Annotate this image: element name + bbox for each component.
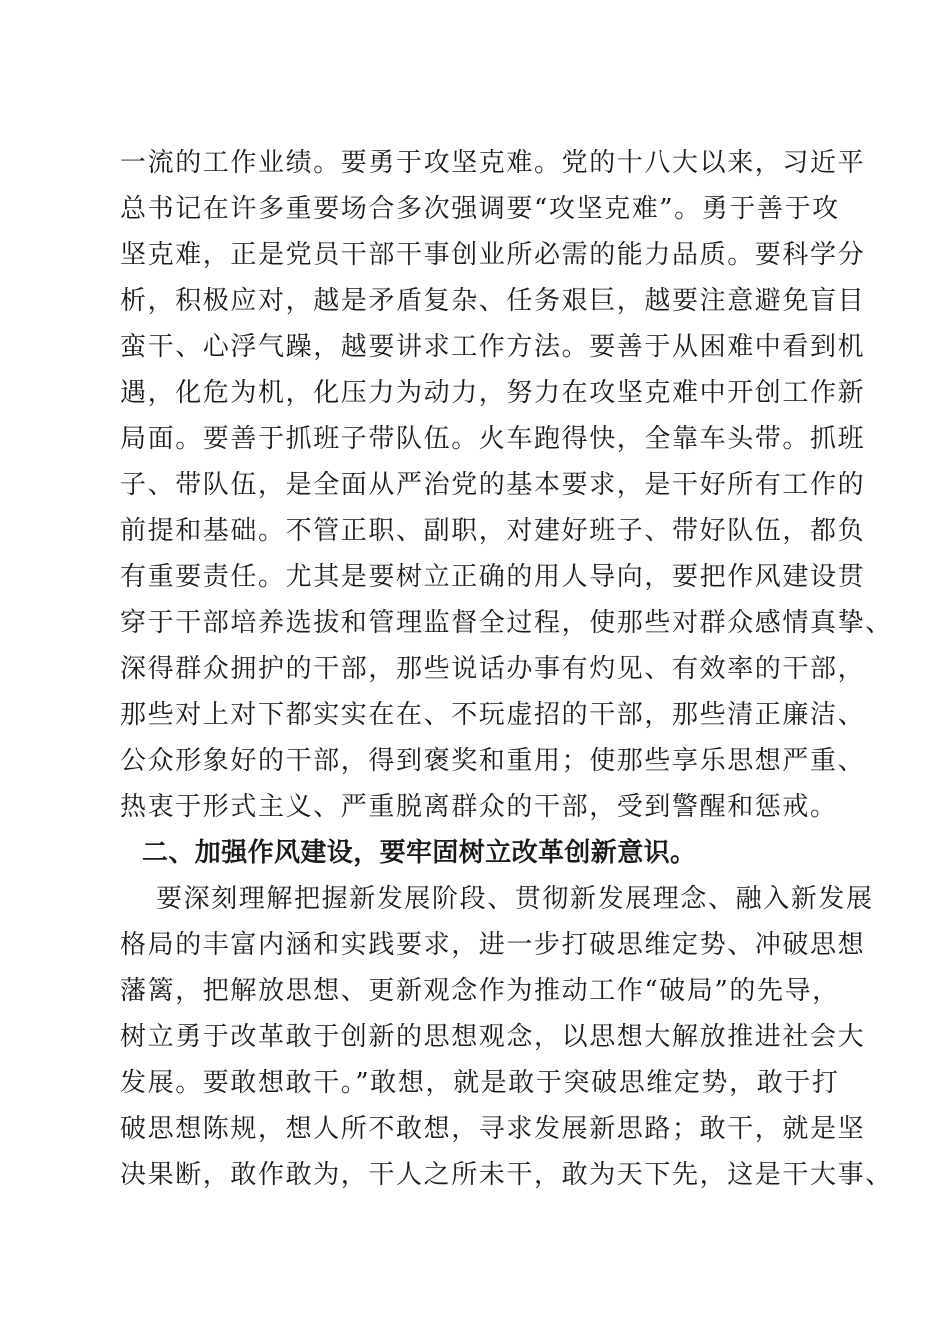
paragraph-line: 深得群众拥护的干部，那些说话办事有灼见、有效率的干部， bbox=[120, 654, 866, 684]
paragraph-line: 公众形象好的干部，得到褒奖和重用；使那些享乐思想严重、 bbox=[120, 746, 866, 776]
paragraph-line: 局面。要善于抓班子带队伍。火车跑得快，全靠车头带。抓班 bbox=[120, 424, 866, 454]
paragraph-line: 那些对上对下都实实在在、不玩虚招的干部，那些清正廉洁、 bbox=[120, 700, 866, 730]
paragraph-line: 要深刻理解把握新发展阶段、贯彻新发展理念、融入新发展 bbox=[156, 884, 874, 914]
paragraph-line: 蛮干、心浮气躁，越要讲求工作方法。要善于从困难中看到机 bbox=[120, 332, 866, 362]
paragraph-line: 决果断，敢作敢为，干人之所未干，敢为天下先，这是干大事、 bbox=[120, 1160, 893, 1190]
paragraph-line: 总书记在许多重要场合多次强调要“攻坚克难”。勇于善于攻 bbox=[120, 194, 840, 224]
paragraph-line: 坚克难，正是党员干部干事创业所必需的能力品质。要科学分 bbox=[120, 240, 866, 270]
paragraph-line: 析，积极应对，越是矛盾复杂、任务艰巨，越要注意避免盲目 bbox=[120, 286, 866, 316]
paragraph-line: 发展。要敢想敢干。”敢想，就是敢于突破思维定势，敢于打 bbox=[120, 1068, 840, 1098]
paragraph-line: 前提和基础。不管正职、副职，对建好班子、带好队伍，都负 bbox=[120, 516, 866, 546]
section-heading: 二、加强作风建设，要牢固树立改革创新意识。 bbox=[142, 838, 697, 868]
paragraph-line: 子、带队伍，是全面从严治党的基本要求，是干好所有工作的 bbox=[120, 470, 866, 500]
paragraph-line: 穿于干部培养选拔和管理监督全过程，使那些对群众感情真挚、 bbox=[120, 608, 893, 638]
paragraph-line: 树立勇于改革敢于创新的思想观念，以思想大解放推进社会大 bbox=[120, 1022, 866, 1052]
paragraph-line: 格局的丰富内涵和实践要求，进一步打破思维定势、冲破思想 bbox=[120, 930, 866, 960]
document-body bbox=[120, 140, 893, 1198]
paragraph-line: 一流的工作业绩。要勇于攻坚克难。党的十八大以来，习近平 bbox=[120, 148, 866, 178]
paragraph-line: 热衷于形式主义、严重脱离群众的干部，受到警醒和惩戒。 bbox=[120, 792, 838, 822]
paragraph-line: 破思想陈规，想人所不敢想，寻求发展新思路；敢干，就是坚 bbox=[120, 1114, 866, 1144]
paragraph-line: 有重要责任。尤其是要树立正确的用人导向，要把作风建设贯 bbox=[120, 562, 866, 592]
paragraph-line: 藩篱，把解放思想、更新观念作为推动工作“破局”的先导， bbox=[120, 976, 840, 1006]
paragraph-line: 遇，化危为机，化压力为动力，努力在攻坚克难中开创工作新 bbox=[120, 378, 866, 408]
